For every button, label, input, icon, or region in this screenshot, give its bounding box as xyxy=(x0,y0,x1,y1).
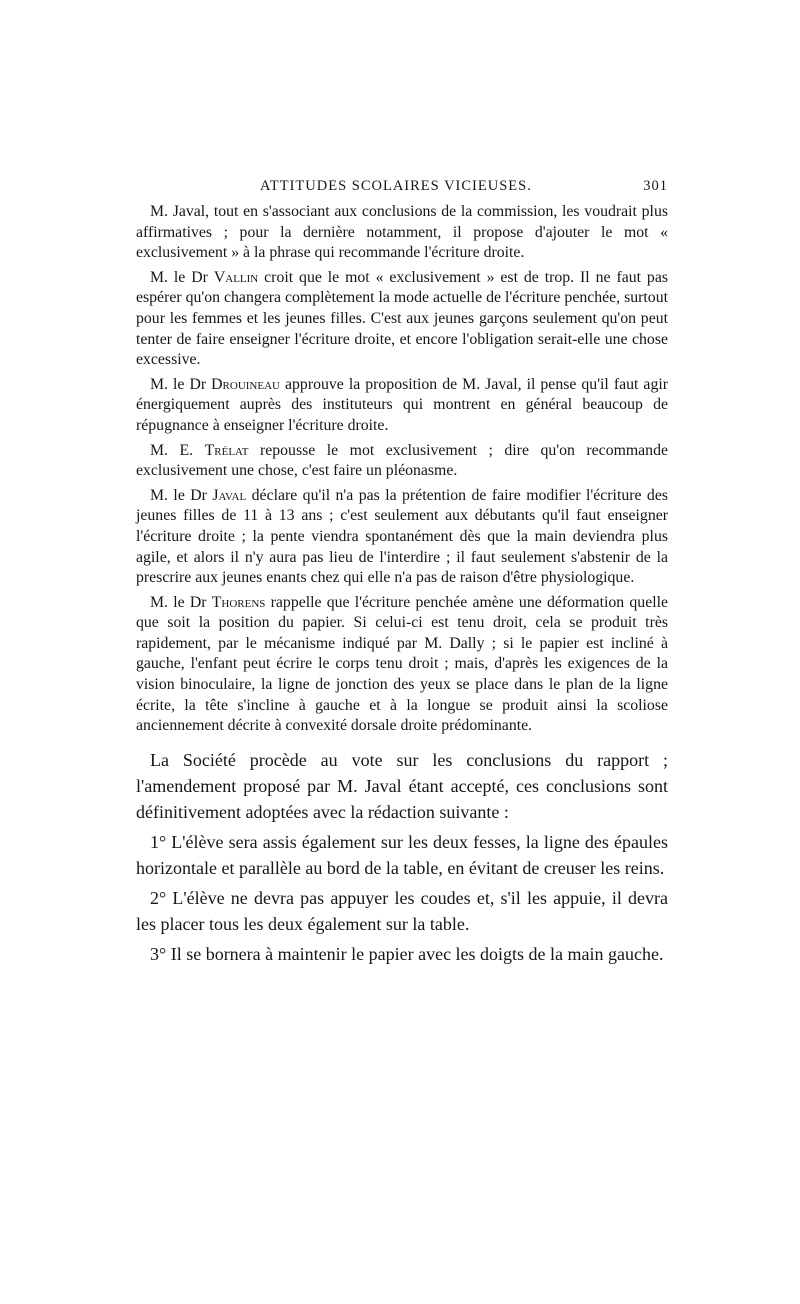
paragraph-drouineau xyxy=(136,375,668,437)
speaker-name: Thorens xyxy=(211,593,266,611)
book-page xyxy=(136,176,668,967)
resolution-item: 3° Il se bornera à maintenir le papier avec les doigts de la main gauche. xyxy=(150,943,664,964)
paragraph-thorens xyxy=(136,593,668,737)
speaker-name: Javal xyxy=(212,486,247,504)
paragraph-prefix: M. E. xyxy=(150,441,205,459)
resolution-intro: La Société procède au vote sur les conclusions du rapport ; l'amendement proposé par M. Javal étant accepté, ces conclusions sont définitivement adoptées avec la rédaction suivante : xyxy=(136,749,668,822)
paragraph-prefix: M. le Dr xyxy=(150,593,212,611)
paragraph-trelat xyxy=(136,441,668,482)
paragraph-body: rappelle que l'écriture penchée amène une déformation quelle que soit la position du papier. Si celui-ci est tenu droit, cela se produit très rapidement, par le mécanisme indiqué par M. Dally ; si le papier est incliné à gauche, l'enfant peut écrire le corps tenu droit ; mais, d'après les exigences de la vision binoculaire, la ligne de jonction des yeux se place dans le plan de la ligne écrite, la tête s'incline à gauche et à la longue se produit ainsi la scoliose anciennement décrite à convexité dorsale droite prédominante. xyxy=(136,593,668,735)
running-head xyxy=(136,176,668,202)
resolution-item: 2° L'élève ne devra pas appuyer les coudes et, s'il les appuie, il devra les placer tous les deux également sur la table. xyxy=(136,887,668,934)
paragraph-javal-proposal: M. Javal, tout en s'associant aux conclusions de la commission, les voudrait plus affirmatives ; pour la dernière notamment, il propose d'ajouter le mot « exclusivement » à la phrase qui recommande l'écriture droite. xyxy=(136,203,668,262)
paragraph-body: croit que le mot « exclusivement » est de trop. Il ne faut pas espérer qu'on changera complètement la mode actuelle de l'écriture penchée, surtout pour les femmes et les jeunes filles. C'est aux jeunes garçons seulement qu'on peut tenter de faire enseigner l'écriture droite, et encore l'obligation serait-elle une chose excessive. xyxy=(136,268,668,369)
paragraph-prefix: M. le Dr xyxy=(150,375,212,393)
paragraph-prefix: M. le Dr xyxy=(150,268,214,286)
running-title: ATTITUDES SCOLAIRES VICIEUSES. xyxy=(260,178,532,194)
paragraph-vallin xyxy=(136,268,668,371)
speaker-name: Trélat xyxy=(204,441,249,459)
resolution-item: 1° L'élève sera assis également sur les deux fesses, la ligne des épaules horizontale et parallèle au bord de la table, en évitant de creuser les reins. xyxy=(136,831,668,878)
speaker-name: Drouineau xyxy=(211,375,280,393)
paragraph-body: approuve la proposition de M. Javal, il pense qu'il faut agir énergiquement auprès des instituteurs qui montrent en général beaucoup de répugnance à enseigner l'écriture droite. xyxy=(136,375,668,434)
paragraph-prefix: M. le Dr xyxy=(150,486,213,504)
speaker-name: Vallin xyxy=(213,268,259,286)
paragraph-body: repousse le mot exclusivement ; dire qu'on recommande exclusivement une chose, c'est faire un pléonasme. xyxy=(136,441,668,480)
paragraph-javal-reply xyxy=(136,486,668,589)
paragraph-body: déclare qu'il n'a pas la prétention de faire modifier l'écriture des jeunes filles de 11 à 13 ans ; c'est seulement aux débutants qu'il faut enseigner l'écriture droite ; la pente viendra spontanément dès que la main deviendra plus agile, et alors il n'y aura pas lieu de l'interdire ; il faut seulement s'abstenir de la prescrire aux jeunes enants chez qui elle n'a pas de raison d'être physiologique. xyxy=(136,486,668,587)
page-number: 301 xyxy=(643,178,668,194)
